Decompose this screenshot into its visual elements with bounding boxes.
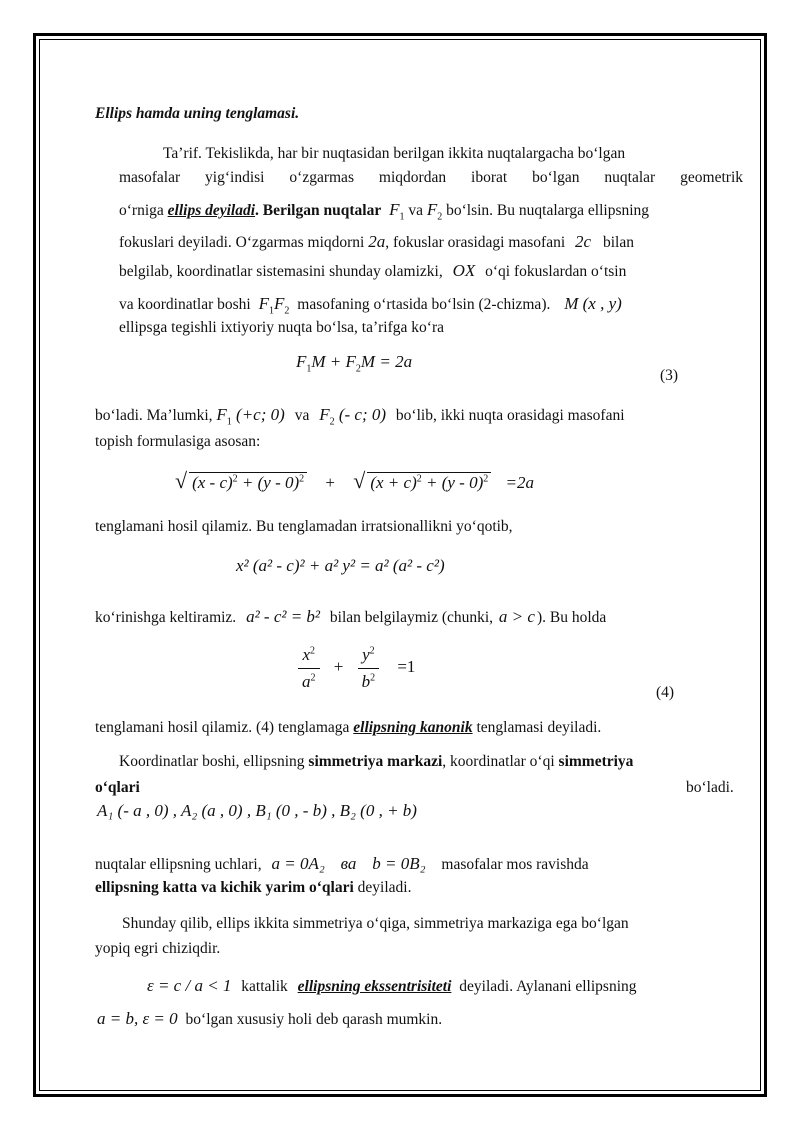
equation-3-number: (3) (660, 367, 679, 384)
paragraph-3: tenglamani hosil qilamiz. Bu tenglamadan irratsionallikni yo‘qotib, (95, 518, 513, 535)
paragraph-5: tenglamani hosil qilamiz. (4) tenglamaga ellipsning kanonik tenglamasi deyiladi. (95, 719, 602, 736)
definition-line-6: va koordinatlar boshi $F_1F_2$ masofaning o‘rtasida bo‘lsin (2-chizma). M (x , y) (119, 294, 622, 317)
paragraph-6-axes: o‘qlari (95, 779, 140, 796)
paragraph-6-line-1: Koordinatlar boshi, ellipsning simmetriya markazi, koordinatlar o‘qi simmetriya (119, 753, 634, 770)
definition-line-4: fokuslari deyiladi. O‘zgarmas miqdorni 2a, fokuslar orasidagi masofani 2c bilan (119, 232, 634, 251)
paragraph-9-line-2: a = b, ε = 0 bo‘lgan xususiy holi deb qarash mumkin. (97, 1009, 443, 1028)
paragraph-4: ko‘rinishga keltiramiz. a² - c² = b² bilan belgilaymiz (chunki, a > c ). Bu holda (95, 607, 607, 626)
paragraph-9-line-1: ε = c / a < 1 kattalik ellipsning ekssentrisiteti deyiladi. Aylanani ellipsning (147, 976, 637, 995)
section-heading: Ellips hamda uning tenglamasi. (95, 105, 300, 122)
paragraph-7-line-1: nuqtalar ellipsning uchlari, a = 0A₂ ва b = 0B₂ masofalar mos ravishda (95, 854, 589, 873)
vertices-list: A₁ (- a , 0) , A₂ (a , 0) , B₁ (0 , - b) , B₂ (0 , + b) (97, 801, 417, 820)
definition-line-2: masofalar yig‘indisi o‘zgarmas miqdordan iborat bo‘lgan nuqtalar geometrik (119, 169, 743, 186)
paragraph-2-line-1: bo‘ladi. Ma’lumki, $F_1$ (+c; 0) va $F_2$ (- c; 0) bo‘lib, ikki nuqta orasidagi masofani (95, 405, 625, 428)
definition-line-3: o‘rniga ellips deyiladi. Berilgan nuqtalar $F_1$ va $F_2$ bo‘lsin. Bu nuqtalarga ellipsning (119, 200, 650, 223)
term-ekssentrisitet: ellipsning ekssentrisiteti (297, 978, 452, 995)
canonical-equation: $\frac{x^2}{a^2}$ + $\frac{y^2}{b^2}$ =1 (298, 642, 415, 695)
equation-4-number: (4) (656, 684, 675, 701)
paragraph-6-end: bo‘ladi. (686, 779, 734, 796)
definition-line-7: ellipsga tegishli ixtiyoriy nuqta bo‘lsa, ta’rifga ko‘ra (119, 319, 444, 336)
paragraph-7-line-2: ellipsning katta va kichik yarim o‘qlari deyiladi. (95, 879, 412, 896)
term-ellips: ellips deyiladi (167, 202, 256, 219)
paragraph-8-line-2: yopiq egri chiziqdir. (95, 940, 221, 957)
paragraph-8-line-1: Shunday qilib, ellips ikkita simmetriya o‘qiga, simmetriya markaziga ega bo‘lgan (122, 915, 629, 932)
equation-3: $F_1M + F_2M = 2a$ (296, 352, 413, 375)
distance-equation: √ (x - c)$^2$ + (y - 0)$^2$ + √ $(x + c)^2 + (y - 0)^2 =2a$ (175, 468, 534, 493)
definition-line-1: Ta’rif. Tekislikda, har bir nuqtasidan berilgan ikkita nuqtalargacha bo‘lgan (163, 145, 626, 162)
definition-line-5: belgilab, koordinatlar sistemasini shunday olamizki, OX o‘qi fokuslardan o‘tsin (119, 261, 627, 280)
expanded-equation: x² (a² - c)² + a² y² = a² (a² - c²) (236, 556, 445, 575)
term-kanonik: ellipsning kanonik (353, 719, 473, 736)
paragraph-2-line-2: topish formulasiga asosan: (95, 433, 261, 450)
